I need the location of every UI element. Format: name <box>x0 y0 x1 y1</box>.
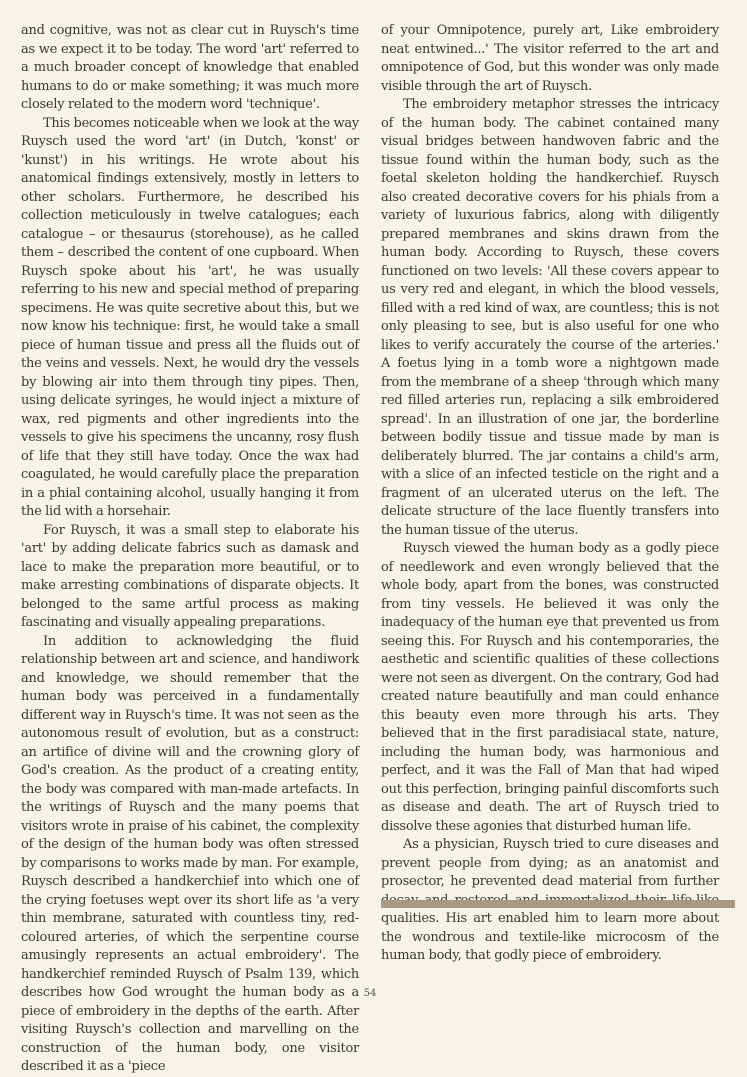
paragraph: of your Omnipotence, purely art, Like embroidery neat entwined...' The visitor referred to the art and omnipotence of God, but this wonder was only made visible through the art of Ruysch. <box>381 23 719 94</box>
paragraph: This becomes noticeable when we look at the way Ruysch used the word 'art' (in Dutch, 'konst' or 'kunst') in his writings. He wrote about his anatomical findings extensively, mostly in letters to other scholars. Furthermore, he described his collection meticulously in twelve catalogues; each catalogue – or thesaurus (storehouse), as he called them – described the content of one cupboard. When Ruysch spoke about his 'art', he was usually referring to his new and special method of preparing specimens. He was quite secretive about this, but we now know his technique: first, he would take a small piece of human tissue and press all the fluids out of the veins and vessels. Next, he would dry the vessels by blowing air into them through tiny pipes. Then, using delicate syringes, he would inject a mixture of wax, red pigments and other ingredients into the vessels to give his specimens the uncanny, rosy flush of life that they still have today. Once the wax had coagulated, he would carefully place the preparation in a phial containing alcohol, usually hanging it from the lid with a horsehair. <box>21 115 359 519</box>
paragraph: As a physician, Ruysch tried to cure diseases and prevent people from dying; as an anatomist and prosector, he prevented dead material from further qualities. His art enabled him to learn more about the wondrous and textile-like microcosm of the human body, that godly piece of embroidery. <box>381 837 719 963</box>
paragraph: For Ruysch, it was a small step to elaborate his 'art' by adding delicate fabrics such as damask and lace to make the preparation more beautiful, or to make arresting combinations of disparate objects. It belonged to the same artful process as making fascinating and visually appealing preparations. <box>21 522 359 630</box>
paragraph: Ruysch viewed the human body as a godly piece of needlework and even wrongly believed that the whole body, apart from the bones, was constructed from tiny vessels. He believed it was only the inadequacy of the human eye that prevented us from seeing this. For Ruysch and his contemporaries, the aesthetic and scientific qualities of these collections were not seen as divergent. On the contrary, God had created nature beautifully and man could enhance this beauty even more through his arts. They believed that in the first paradisiacal state, nature, including the human body, was harmonious and perfect, and it was the Fall of Man that had wiped out this perfection, bringing painful discomforts such as disease and death. The art of Ruysch tried to dissolve these agonies that disturbed human life. <box>381 541 719 834</box>
paragraph: and cognitive, was not as clear cut in Ruysch's time as we expect it to be today. The word 'art' referred to a much broader concept of knowledge that enabled humans to do or make something; it was much more closely related to the modern word 'technique'. <box>21 23 359 112</box>
section-end-rule <box>381 900 735 908</box>
paragraph: In addition to acknowledging the fluid relationship between art and science, and handiwork and knowledge, we should remember that the human body was perceived in a fundamentally different way in Ruysch's time. It was not seen as the autonomous result of evolution, but as a construct: an artifice of divine will and the crowning glory of God's creation. As the product of a creating entity, the body was compared with man-made artefacts. In the writings of Ruysch and the many poems that visitors wrote in praise of his cabinet, the complexity of the design of the human body was often stressed by comparisons to works made by man. For example, Ruysch described a handkerchief into which one of the crying foetuses wept over its short life as 'a very thin membrane, saturated with countless tiny, red-coloured arteries, of which the serpentine course amusingly represents an actual embroidery'. The handkerchief reminded Ruysch of Psalm 139, which describes how God wrought the human body as a piece of embroidery in the depths of the earth. After visiting Ruysch's collection and marvelling on the construction of the human body, one visitor described it as a 'piece <box>21 633 359 1074</box>
paragraph: The embroidery metaphor stresses the intricacy of the human body. The cabinet contained many visual bridges between handwoven fabric and the tissue found within the human body, such as the foetal skeleton holding the handkerchief. Ruysch also created decorative covers for his phials from a variety of luxurious fabrics, along with diligently prepared membranes and skins drawn from the human body. According to Ruysch, these covers functioned on two levels: 'All these covers appear to us very red and elegant, in which the blood vessels, filled with a red kind of wax, are countless; this is not only pleasing to see, but is also useful for one who likes to verify accurately the course of the arteries.' A foetus lying in a tomb wore a nightgown made from the membrane of a sheep 'through which many red filled arteries run, replacing a silk embroidered spread'. In an illustration of one jar, the borderline between bodily tissue and tissue made by man is deliberately blurred. The jar contains a child's arm, with a slice of an infected testicle on the right and a fragment of an ulcerated uterus on the left. The delicate structure of the lace fluently transfers into the human tissue of the uterus. <box>381 97 719 538</box>
page-number: 54 <box>363 988 377 999</box>
left-column <box>21 22 359 1077</box>
right-column <box>381 22 719 966</box>
